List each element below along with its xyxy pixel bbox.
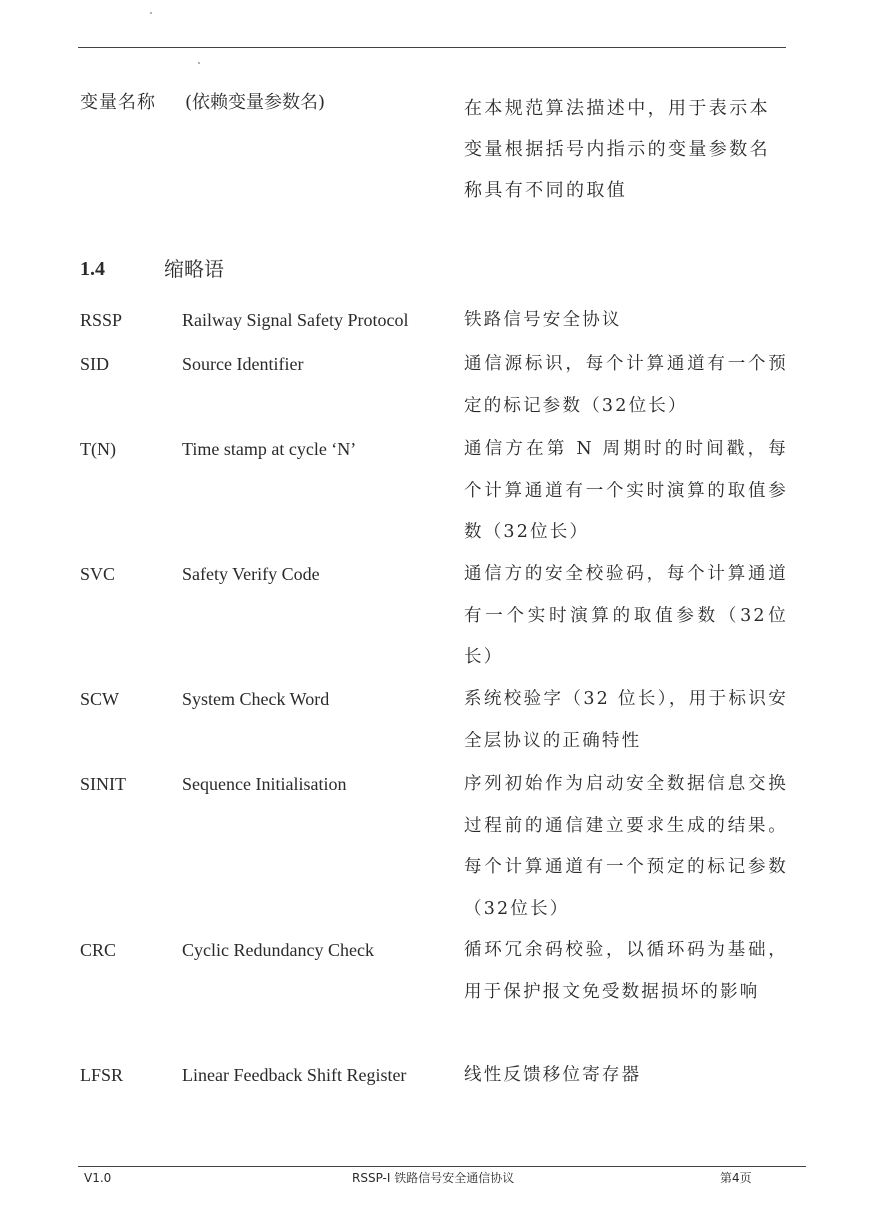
footer-doc-title: RSSP-I 铁路信号安全通信协议 — [352, 1171, 515, 1185]
section-title: 缩略语 — [164, 257, 224, 281]
abbreviation: SINIT — [80, 774, 126, 794]
abbreviation-full-name: Railway Signal Safety Protocol — [182, 310, 409, 330]
abbreviation-description: 通信方在第 N 周期时的时间戳，每个计算通道有一个实时演算的取值参数（32位长） — [464, 439, 788, 542]
abbreviation: T(N) — [80, 439, 116, 459]
definition-description: 在本规范算法描述中，用于表示本变量根据括号内指示的变量参数名称具有不同的取值 — [464, 98, 770, 201]
footer-version: V1.0 — [84, 1171, 112, 1185]
abbreviation: LFSR — [80, 1065, 124, 1085]
abbreviation: CRC — [80, 940, 117, 960]
abbreviation: SCW — [80, 689, 120, 709]
abbreviation-full-name: Linear Feedback Shift Register — [182, 1065, 407, 1085]
definition-param: (依赖变量参数名) — [185, 92, 326, 113]
abbreviation-description: 系统校验字（32 位长），用于标识安全层协议的正确特性 — [464, 689, 788, 751]
abbreviation-description: 循环冗余码校验，以循环码为基础，用于保护报文免受数据损坏的影响 — [464, 940, 788, 1002]
abbreviation-description: 序列初始作为启动安全数据信息交换过程前的通信建立要求生成的结果。每个计算通道有一个预定的标记参数（32位长） — [464, 774, 788, 919]
abbreviation-description: 铁路信号安全协议 — [464, 310, 622, 330]
abbreviation-full-name: System Check Word — [182, 689, 330, 709]
abbreviation-full-name: Sequence Initialisation — [182, 774, 347, 794]
definition-term: 变量名称 — [80, 92, 156, 113]
footer-page-number: 第4页 — [720, 1171, 752, 1185]
abbreviation: SVC — [80, 564, 116, 584]
abbreviation-full-name: Time stamp at cycle ‘N’ — [182, 439, 357, 459]
abbreviation-full-name: Source Identifier — [182, 354, 304, 374]
abbreviation-full-name: Cyclic Redundancy Check — [182, 940, 374, 960]
abbreviation: SID — [80, 354, 110, 374]
abbreviation-description: 通信源标识，每个计算通道有一个预定的标记参数（32位长） — [464, 354, 788, 416]
footer-rule — [78, 1166, 806, 1167]
abbreviation-description: 线性反馈移位寄存器 — [464, 1065, 642, 1085]
section-number: 1.4 — [80, 258, 105, 280]
abbreviation-description: 通信方的安全校验码，每个计算通道有一个实时演算的取值参数（32位长） — [464, 564, 788, 667]
variable-definition — [80, 88, 800, 208]
header-rule — [78, 47, 786, 48]
abbreviation: RSSP — [80, 310, 123, 330]
abbreviation-full-name: Safety Verify Code — [182, 564, 320, 584]
